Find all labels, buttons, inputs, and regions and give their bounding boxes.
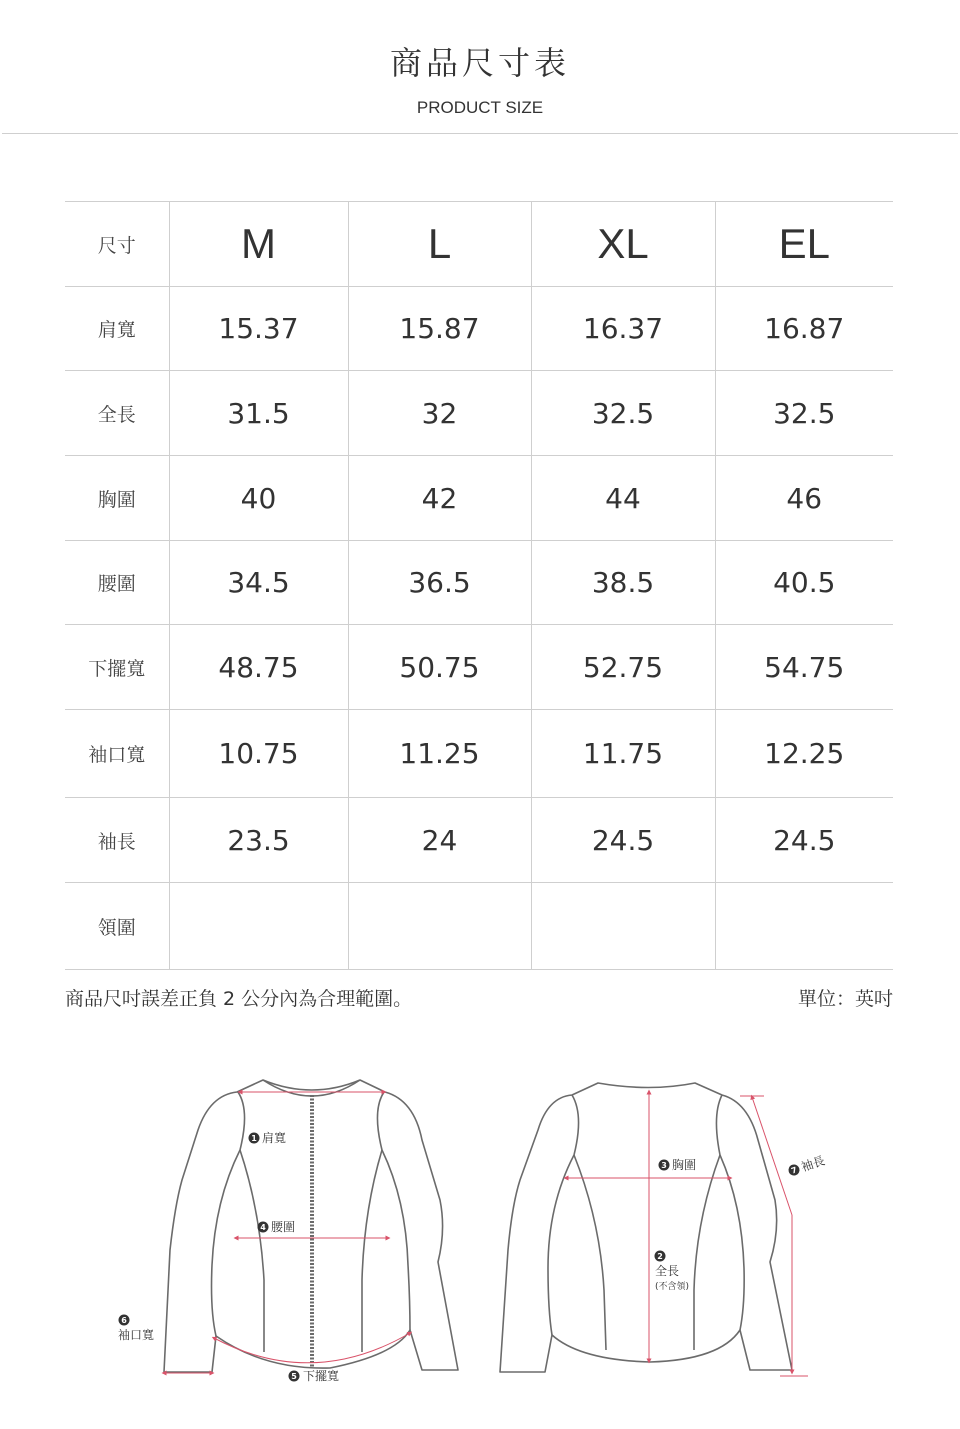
table-cell: 16.37 bbox=[531, 287, 715, 371]
row-label: 袖長 bbox=[65, 798, 169, 883]
size-header-row bbox=[65, 202, 893, 287]
table-cell: 52.75 bbox=[531, 625, 715, 710]
row-label: 下擺寬 bbox=[65, 625, 169, 710]
badge-hem bbox=[289, 1368, 340, 1383]
label-waist: 腰圍 bbox=[271, 1220, 296, 1234]
page-title: 商品尺寸表 bbox=[389, 44, 570, 82]
table-cell: 24 bbox=[348, 798, 531, 883]
table-cell: 48.75 bbox=[169, 625, 348, 710]
table-cell: 32.5 bbox=[715, 371, 893, 456]
table-cell bbox=[531, 883, 715, 970]
table-row bbox=[65, 287, 893, 371]
table-cell bbox=[348, 883, 531, 970]
label-cuff: 袖口寬 bbox=[118, 1328, 155, 1342]
unit-note: 單位：英吋 bbox=[797, 988, 893, 1010]
table-cell: 36.5 bbox=[348, 541, 531, 625]
page-subtitle: PRODUCT SIZE bbox=[416, 98, 544, 117]
badge-waist-num: 4 bbox=[260, 1223, 266, 1232]
measurement-diagram bbox=[0, 1040, 960, 1429]
label-chest: 胸圍 bbox=[672, 1158, 697, 1172]
table-cell: 50.75 bbox=[348, 625, 531, 710]
badge-chest bbox=[659, 1157, 697, 1172]
badge-sleeve bbox=[786, 1152, 826, 1178]
table-cell: 24.5 bbox=[715, 798, 893, 883]
table-row bbox=[65, 710, 893, 798]
badge-length-num: 2 bbox=[657, 1252, 663, 1261]
row-label: 腰圍 bbox=[65, 541, 169, 625]
back-measure-lines bbox=[566, 1092, 808, 1376]
size-el: EL bbox=[715, 202, 893, 287]
table-cell: 32.5 bbox=[531, 371, 715, 456]
label-hem: 下擺寬 bbox=[303, 1369, 340, 1383]
row-label: 肩寬 bbox=[65, 287, 169, 371]
table-cell: 15.87 bbox=[348, 287, 531, 371]
badge-shoulder bbox=[249, 1130, 287, 1145]
table-row bbox=[65, 541, 893, 625]
table-cell: 23.5 bbox=[169, 798, 348, 883]
table-row bbox=[65, 883, 893, 970]
table-row bbox=[65, 625, 893, 710]
table-cell: 31.5 bbox=[169, 371, 348, 456]
badge-length bbox=[655, 1251, 690, 1293]
table-cell: 40.5 bbox=[715, 541, 893, 625]
table-cell: 16.87 bbox=[715, 287, 893, 371]
size-l: L bbox=[348, 202, 531, 287]
table-cell: 34.5 bbox=[169, 541, 348, 625]
size-m: M bbox=[169, 202, 348, 287]
badge-waist bbox=[258, 1220, 296, 1234]
table-cell: 15.37 bbox=[169, 287, 348, 371]
size-xl: XL bbox=[531, 202, 715, 287]
tolerance-note: 商品尺吋誤差正負 2 公分內為合理範圍。 bbox=[65, 988, 413, 1010]
table-row bbox=[65, 798, 893, 883]
table-cell: 54.75 bbox=[715, 625, 893, 710]
table-cell: 46 bbox=[715, 456, 893, 541]
corner-label: 尺寸 bbox=[65, 202, 169, 287]
table-cell bbox=[169, 883, 348, 970]
table-cell: 44 bbox=[531, 456, 715, 541]
row-label: 袖口寬 bbox=[65, 710, 169, 798]
label-shoulder: 肩寬 bbox=[262, 1131, 287, 1145]
table-cell: 38.5 bbox=[531, 541, 715, 625]
size-table bbox=[65, 201, 893, 970]
table-cell: 11.25 bbox=[348, 710, 531, 798]
table-row bbox=[65, 371, 893, 456]
table-cell: 24.5 bbox=[531, 798, 715, 883]
badge-shoulder-num: 1 bbox=[251, 1134, 257, 1143]
table-row bbox=[65, 456, 893, 541]
table-cell: 12.25 bbox=[715, 710, 893, 798]
label-length-sub: (不含領) bbox=[655, 1282, 690, 1292]
row-label: 全長 bbox=[65, 371, 169, 456]
table-cell: 11.75 bbox=[531, 710, 715, 798]
label-length: 全長 bbox=[655, 1264, 680, 1278]
row-label: 胸圍 bbox=[65, 456, 169, 541]
badge-chest-num: 3 bbox=[661, 1161, 667, 1170]
table-cell bbox=[715, 883, 893, 970]
label-sleeve: 袖長 bbox=[799, 1153, 827, 1175]
row-label: 領圍 bbox=[65, 883, 169, 970]
header-divider bbox=[2, 133, 958, 134]
table-cell: 10.75 bbox=[169, 710, 348, 798]
badge-sleeve-num: 7 bbox=[790, 1165, 799, 1176]
table-cell: 40 bbox=[169, 456, 348, 541]
table-cell: 32 bbox=[348, 371, 531, 456]
badge-cuff bbox=[118, 1315, 154, 1343]
badge-cuff-num: 6 bbox=[121, 1316, 127, 1325]
back-garment-outline bbox=[500, 1083, 792, 1372]
table-cell: 42 bbox=[348, 456, 531, 541]
badge-hem-num: 5 bbox=[291, 1372, 297, 1381]
